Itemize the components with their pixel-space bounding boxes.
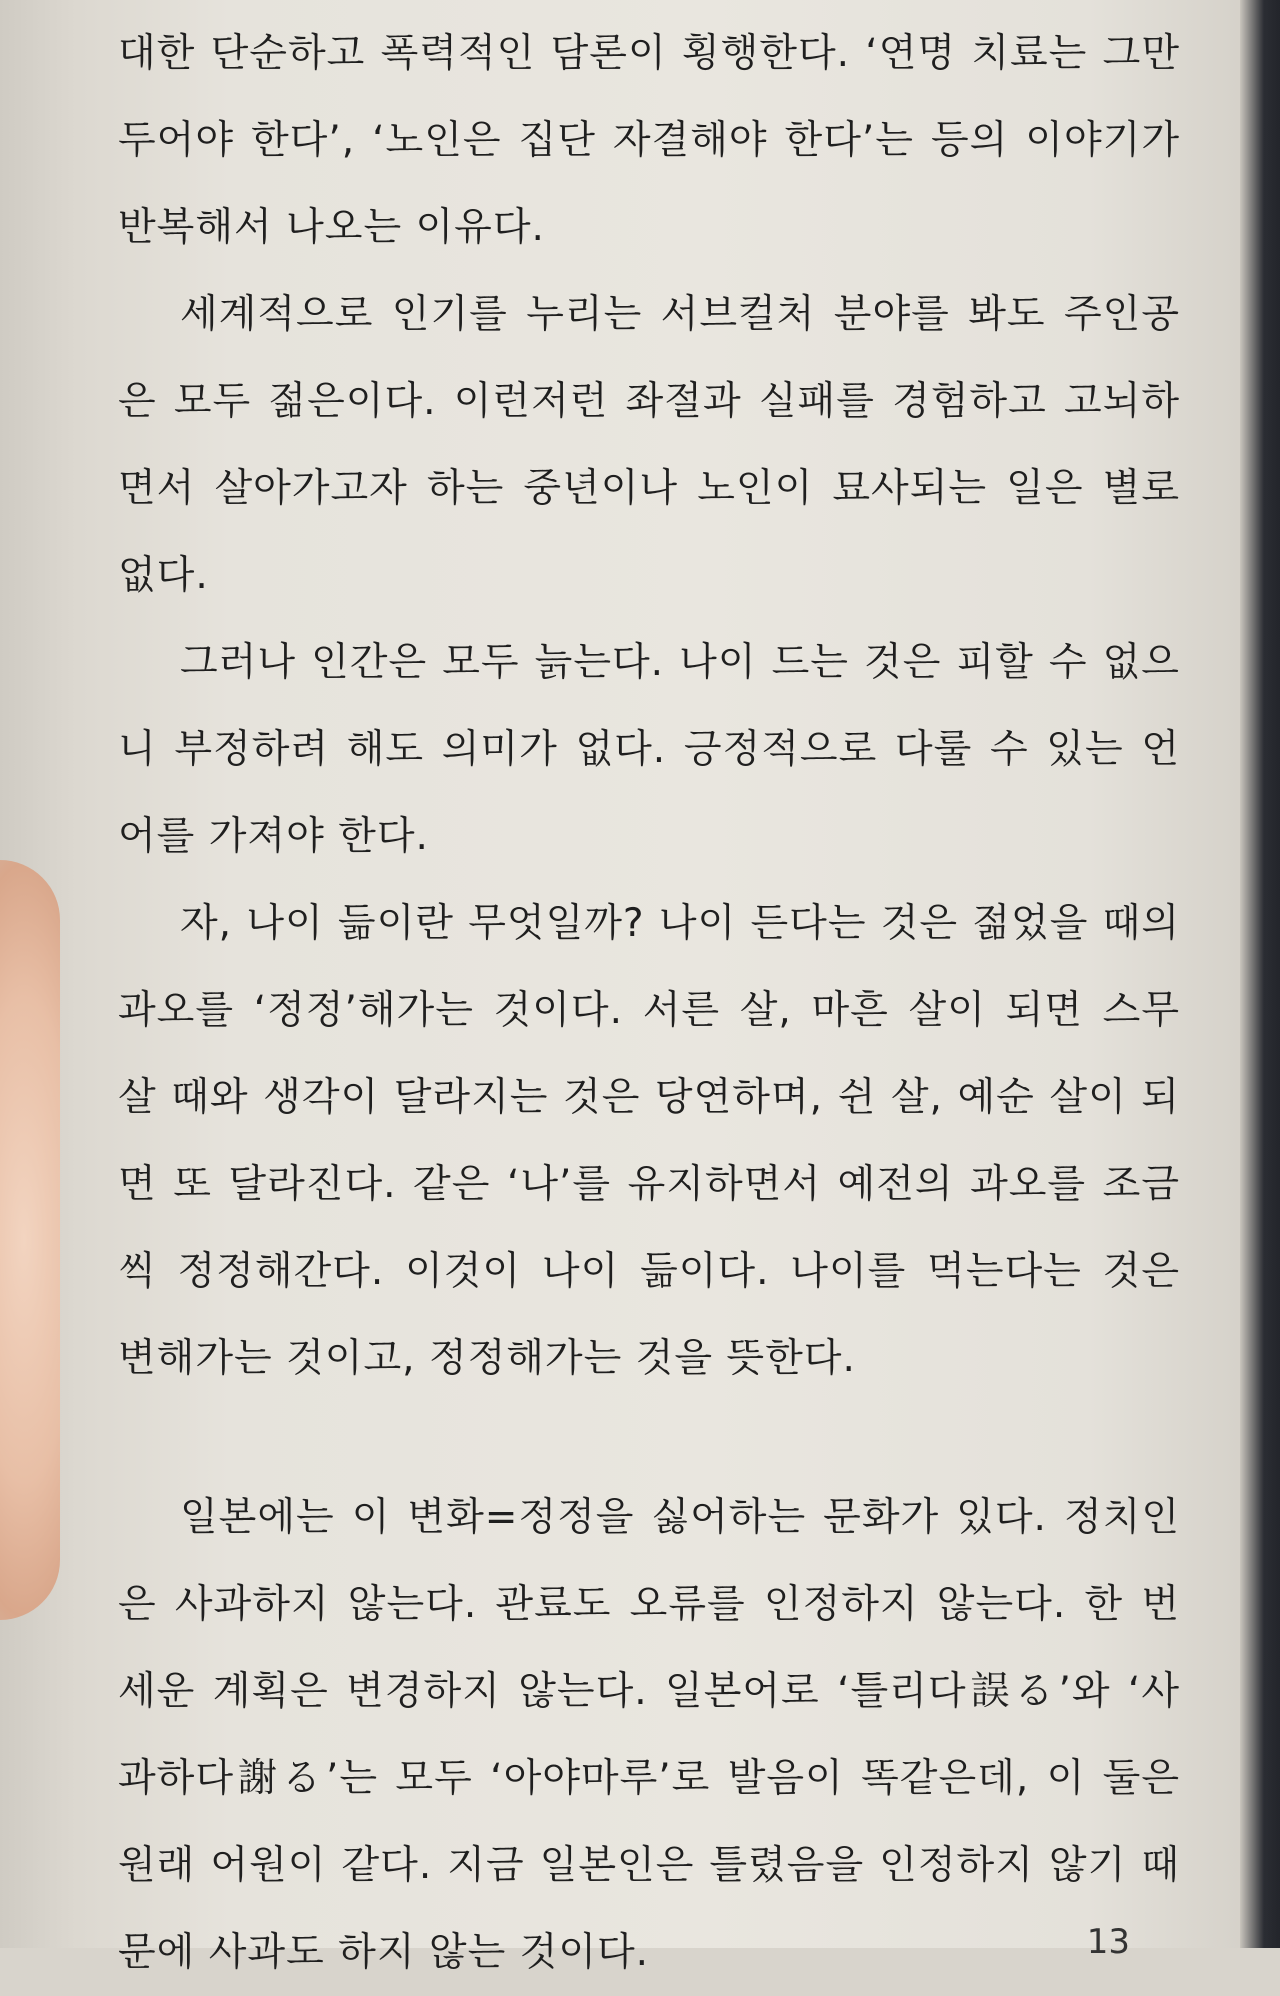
page-edge-shadow [1240,0,1280,1948]
holding-thumb [0,860,60,1620]
paragraph-3: 그러나 인간은 모두 늙는다. 나이 드는 것은 피할 수 없으니 부정하려 해도 의미가 없다. 긍정적으로 다룰 수 있는 언어를 가져야 한다. [118,640,1180,859]
body-text [118,10,1180,1996]
paragraph-4: 자, 나이 듦이란 무엇일까? 나이 든다는 것은 젊었을 때의 과오를 ‘정정’해가는 것이다. 서른 살, 마흔 살이 되면 스무 살 때와 생각이 달라지는 것은 당연하며, 쉰 살, 예순 살이 되면 또 달라진다. 같은 ‘나’를 유지하면서 예전의 과오를 조금씩 정정해간다. 이것이 나이 듦이다. 나이를 먹는다는 것은 변해가는 것이고, 정정해가는 것을 뜻한다. [118,901,1180,1381]
paragraph-2: 세계적으로 인기를 누리는 서브컬처 분야를 봐도 주인공은 모두 젊은이다. 이런저런 좌절과 실패를 경험하고 고뇌하면서 살아가고자 하는 중년이나 노인이 묘사되는 일은 별로 없다. [118,292,1180,598]
paragraph-1: 대한 단순하고 폭력적인 담론이 횡행한다. ‘연명 치료는 그만 두어야 한다’, ‘노인은 집단 자결해야 한다’는 등의 이야기가 반복해서 나오는 이유다. [118,31,1180,250]
page-number: 13 [1086,1922,1130,1962]
paragraph-5: 일본에는 이 변화=정정을 싫어하는 문화가 있다. 정치인은 사과하지 않는다. 관료도 오류를 인정하지 않는다. 한 번 세운 계획은 변경하지 않는다. 일본어로 ‘틀리다誤る’와 ‘사과하다謝る’는 모두 ‘아야마루’로 발음이 똑같은데, 이 둘은 원래 어원이 같다. 지금 일본인은 틀렸음을 인정하지 않기 때문에 사과도 하지 않는 것이다. [118,1495,1180,1975]
